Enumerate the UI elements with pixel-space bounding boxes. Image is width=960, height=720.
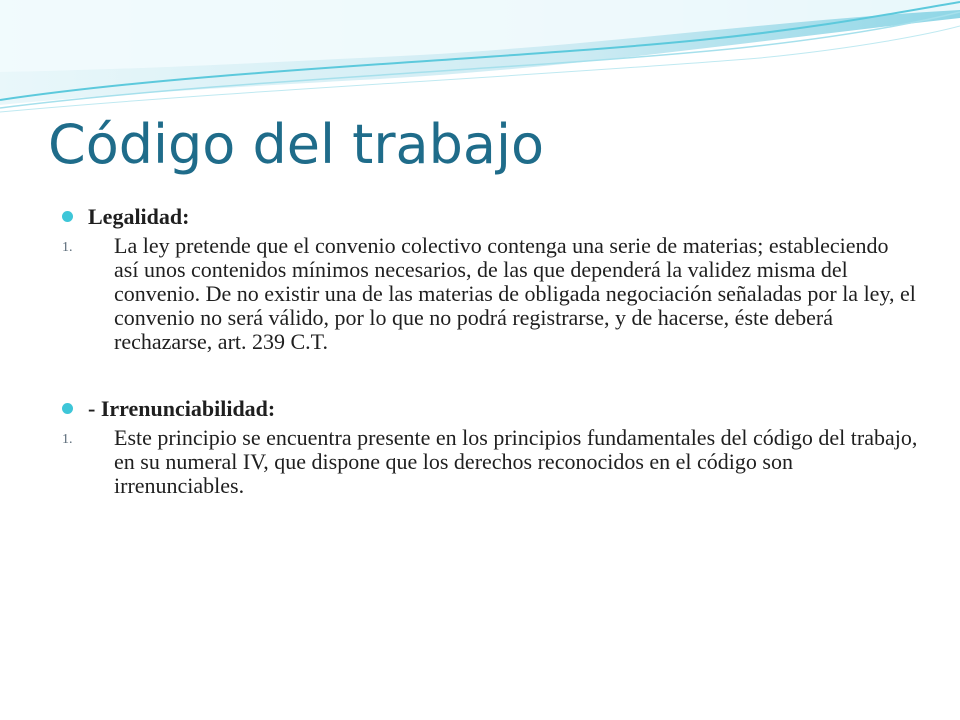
item-number: 1. (62, 432, 73, 447)
slide-title: Código del trabajo (48, 113, 545, 176)
numbered-item (62, 234, 918, 354)
slide-content (62, 202, 918, 498)
bullet-heading: Legalidad: (88, 204, 190, 229)
item-number: 1. (62, 240, 73, 255)
bullet-dot-icon (62, 211, 73, 222)
bullet-legalidad (62, 202, 918, 232)
bullet-irrenunciabilidad (62, 394, 918, 424)
bullet-heading: - Irrenunciabilidad: (88, 396, 276, 421)
numbered-item (62, 426, 918, 498)
header-wave-decoration (0, 0, 960, 130)
item-text: Este principio se encuentra presente en los principios fundamentales del código del trabajo, en su numeral IV, que dispone que los derechos reconocidos en el código son irrenunciables. (114, 425, 918, 498)
item-text: La ley pretende que el convenio colectivo contenga una serie de materias; estableciendo así unos contenidos mínimos necesarios, de las que dependerá la validez misma del convenio. De no existir una de las materias de obligada negociación señaladas por la ley, el convenio no será válido, por lo que no podrá registrarse, y de hacerse, éste deberá rechazarse, art. 239 C.T. (114, 233, 916, 354)
bullet-dot-icon (62, 403, 73, 414)
